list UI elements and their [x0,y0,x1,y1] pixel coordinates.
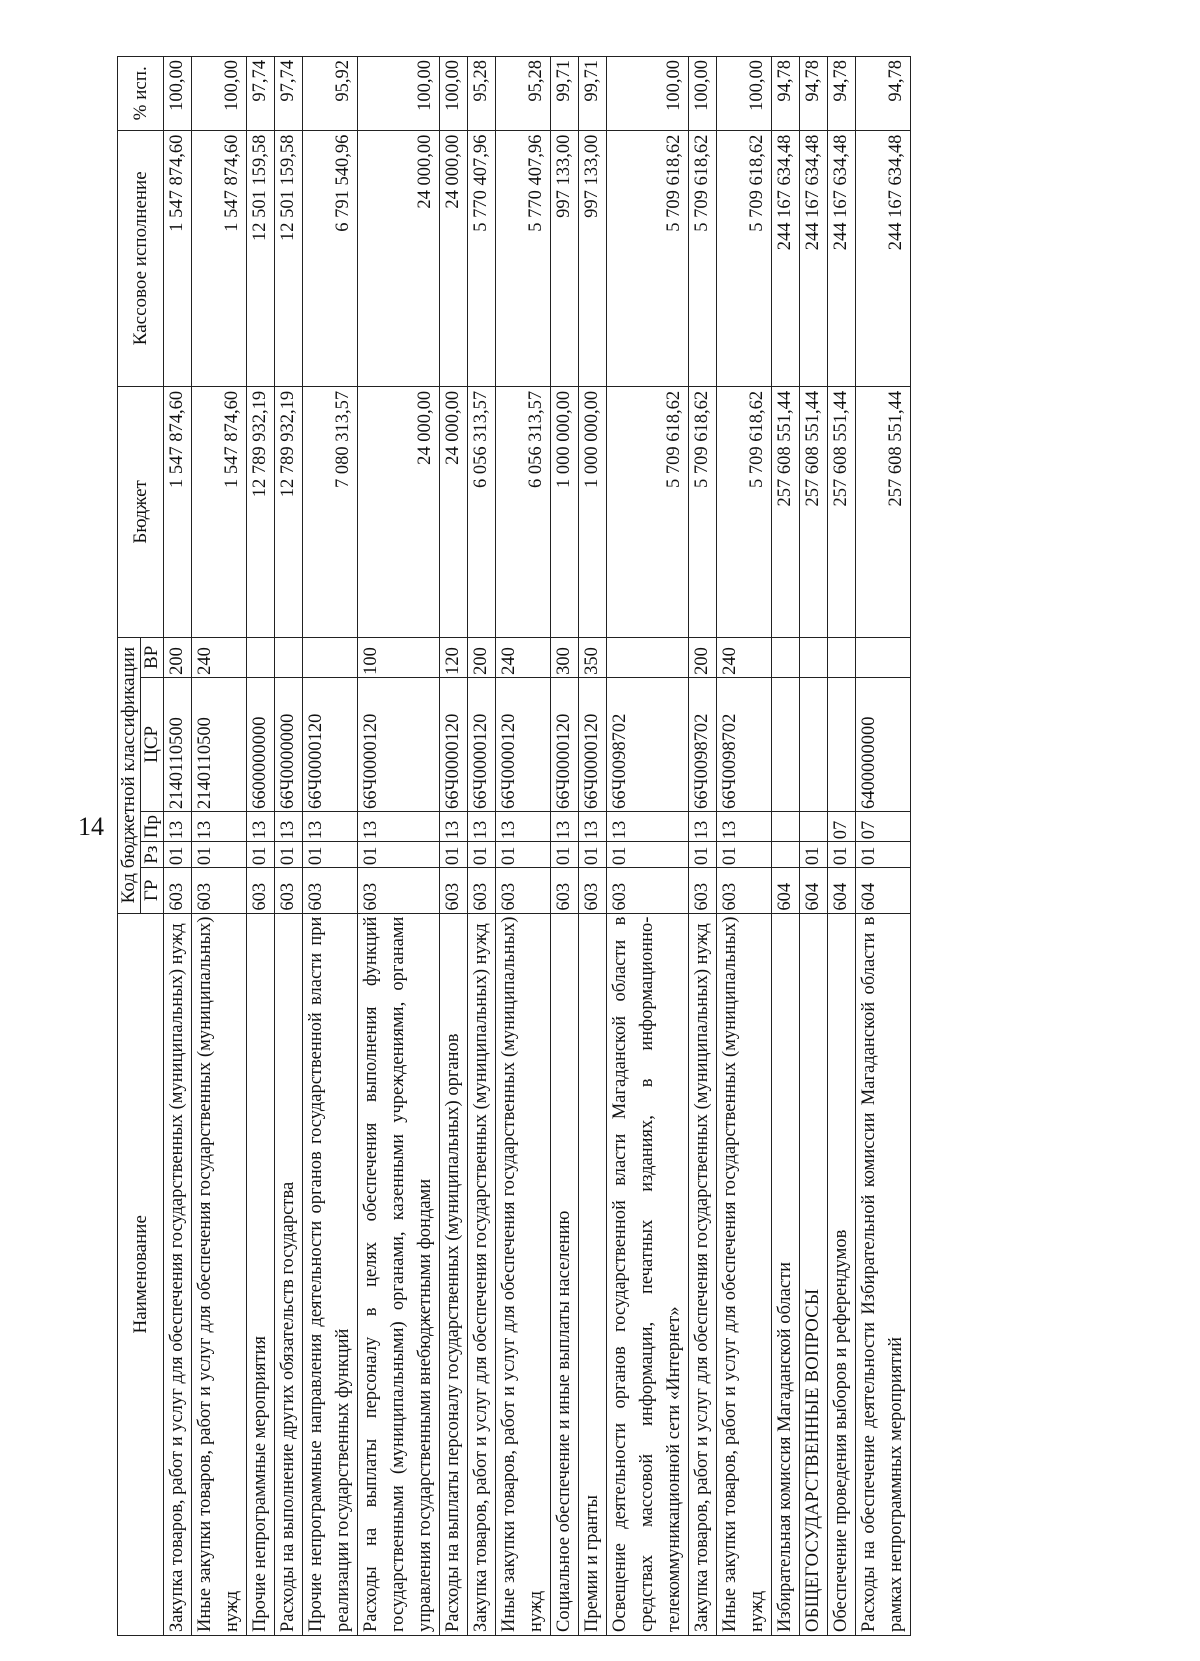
row-gr: 603 [468,868,496,913]
row-vr: 240 [717,637,772,677]
row-csr: 66Ч0000120 [440,677,468,811]
row-name: Иные закупки товаров, работ и услуг для обеспечения государственных (муниципальных) нужд [717,913,772,1635]
row-execution: 244 167 634,48 [800,130,828,386]
header-rz: Рз [141,842,164,868]
table-row [164,57,192,1636]
row-gr: 603 [607,868,689,913]
row-execution: 244 167 634,48 [828,130,856,386]
row-budget: 257 608 551,44 [828,386,856,637]
header-pr: Пр [141,811,164,841]
row-rz: 01 [579,842,607,868]
row-rz: 01 [275,842,303,868]
row-csr: 2140110500 [164,677,192,811]
row-rz: 01 [164,842,192,868]
row-gr: 603 [551,868,579,913]
row-execution: 5 770 407,96 [496,130,551,386]
row-budget: 24 000,00 [358,386,440,637]
row-pr: 13 [164,811,192,841]
row-pr: 13 [303,811,358,841]
table-row [192,57,247,1636]
page-number: 14 [78,812,104,841]
row-vr [607,637,689,677]
row-name: Закупка товаров, работ и услуг для обеспечения государственных (муниципальных) нужд [164,913,192,1635]
row-pr [772,811,800,841]
table-row [828,57,856,1636]
row-budget: 6 056 313,57 [496,386,551,637]
row-rz: 01 [496,842,551,868]
row-percent: 95,28 [468,57,496,131]
row-percent: 100,00 [440,57,468,131]
row-name: Освещение деятельности органов государственной власти Магаданской области в средствах массовой информации, печатных изданиях, в информационно-телекоммуникационной сети «Интернет» [607,913,689,1635]
table-row [496,57,551,1636]
header-vr: ВР [141,637,164,677]
budget-table [117,56,911,1636]
row-execution: 5 709 618,62 [717,130,772,386]
row-execution: 12 501 159,58 [275,130,303,386]
row-name: Расходы на выплаты персоналу государственных (муниципальных) органов [440,913,468,1635]
row-execution: 997 133,00 [579,130,607,386]
row-gr: 604 [800,868,828,913]
row-execution: 6 791 540,96 [303,130,358,386]
row-vr [800,637,828,677]
row-pr: 13 [551,811,579,841]
row-execution: 24 000,00 [440,130,468,386]
row-csr: 6400000000 [856,677,911,811]
header-percent: % исп. [118,57,164,131]
rotated-table-container [117,56,1137,1636]
row-budget: 6 056 313,57 [468,386,496,637]
row-pr: 13 [247,811,275,841]
row-csr: 6600000000 [247,677,275,811]
row-name: ОБЩЕГОСУДАРСТВЕННЫЕ ВОПРОСЫ [800,913,828,1635]
row-percent: 95,28 [496,57,551,131]
row-budget: 257 608 551,44 [800,386,828,637]
header-budget: Бюджет [118,386,164,637]
row-vr [772,637,800,677]
row-percent: 100,00 [164,57,192,131]
row-rz [772,842,800,868]
table-row [800,57,828,1636]
row-budget: 5 709 618,62 [689,386,717,637]
row-budget: 12 789 932,19 [247,386,275,637]
row-execution: 1 547 874,60 [192,130,247,386]
row-pr: 13 [579,811,607,841]
row-percent: 100,00 [192,57,247,131]
row-name: Расходы на обеспечение деятельности Избирательной комиссии Магаданской области в рамках непрограммных мероприятий [856,913,911,1635]
row-vr: 350 [579,637,607,677]
row-percent: 100,00 [689,57,717,131]
row-percent: 95,92 [303,57,358,131]
row-percent: 99,71 [551,57,579,131]
row-csr: 66Ч0098702 [717,677,772,811]
row-percent: 97,74 [247,57,275,131]
row-rz: 01 [689,842,717,868]
row-rz: 01 [828,842,856,868]
row-vr: 200 [468,637,496,677]
row-percent: 94,78 [828,57,856,131]
row-csr: 66Ч0000000 [275,677,303,811]
row-vr: 240 [192,637,247,677]
row-budget: 257 608 551,44 [856,386,911,637]
row-budget: 1 547 874,60 [192,386,247,637]
table-body [164,57,911,1636]
header-code-group: Код бюджетной классификации [118,637,141,913]
row-budget: 5 709 618,62 [717,386,772,637]
row-execution: 997 133,00 [551,130,579,386]
row-pr: 13 [689,811,717,841]
table-row [358,57,440,1636]
row-name: Расходы на выполнение других обязательств государства [275,913,303,1635]
row-gr: 603 [358,868,440,913]
row-pr: 13 [468,811,496,841]
table-row [468,57,496,1636]
row-execution: 5 709 618,62 [607,130,689,386]
row-csr: 66Ч0000120 [303,677,358,811]
row-rz: 01 [800,842,828,868]
header-execution: Кассовое исполнение [118,130,164,386]
row-vr [247,637,275,677]
row-name: Премии и гранты [579,913,607,1635]
table-row [772,57,800,1636]
row-name: Социальное обеспечение и иные выплаты населению [551,913,579,1635]
row-budget: 12 789 932,19 [275,386,303,637]
row-rz: 01 [856,842,911,868]
row-vr [275,637,303,677]
row-execution: 5 770 407,96 [468,130,496,386]
row-gr: 604 [828,868,856,913]
row-pr: 13 [607,811,689,841]
header-csr: ЦСР [141,677,164,811]
row-csr [772,677,800,811]
row-vr: 300 [551,637,579,677]
row-budget: 1 547 874,60 [164,386,192,637]
header-row-1 [118,57,141,1636]
table-row [579,57,607,1636]
row-gr: 603 [247,868,275,913]
table-row [607,57,689,1636]
row-execution: 24 000,00 [358,130,440,386]
row-csr: 66Ч0000120 [358,677,440,811]
row-gr: 603 [496,868,551,913]
row-budget: 5 709 618,62 [607,386,689,637]
row-pr: 13 [440,811,468,841]
row-gr: 604 [772,868,800,913]
header-gr: ГР [141,868,164,913]
row-execution: 12 501 159,58 [247,130,275,386]
row-csr [800,677,828,811]
row-budget: 1 000 000,00 [551,386,579,637]
row-vr: 200 [164,637,192,677]
row-budget: 7 080 313,57 [303,386,358,637]
row-percent: 97,74 [275,57,303,131]
row-gr: 603 [579,868,607,913]
row-gr: 603 [192,868,247,913]
row-csr: 2140110500 [192,677,247,811]
row-rz: 01 [717,842,772,868]
row-gr: 604 [856,868,911,913]
row-csr: 66Ч0000120 [579,677,607,811]
header-name: Наименование [118,913,164,1635]
row-rz: 01 [303,842,358,868]
row-pr: 13 [717,811,772,841]
row-budget: 257 608 551,44 [772,386,800,637]
row-gr: 603 [164,868,192,913]
row-rz: 01 [247,842,275,868]
row-vr: 240 [496,637,551,677]
row-gr: 603 [275,868,303,913]
row-rz: 01 [192,842,247,868]
table-row [440,57,468,1636]
row-percent: 100,00 [607,57,689,131]
row-name: Закупка товаров, работ и услуг для обеспечения государственных (муниципальных) нужд [468,913,496,1635]
row-rz: 01 [607,842,689,868]
row-gr: 603 [717,868,772,913]
table-row [689,57,717,1636]
row-pr: 13 [275,811,303,841]
row-execution: 244 167 634,48 [772,130,800,386]
row-rz: 01 [551,842,579,868]
row-rz: 01 [440,842,468,868]
row-name: Избирательная комиссия Магаданской области [772,913,800,1635]
row-name: Иные закупки товаров, работ и услуг для обеспечения государственных (муниципальных) нужд [496,913,551,1635]
table-row [247,57,275,1636]
row-csr [828,677,856,811]
row-percent: 94,78 [800,57,828,131]
table-row [551,57,579,1636]
table-row [856,57,911,1636]
row-csr: 66Ч0000120 [496,677,551,811]
row-pr: 13 [358,811,440,841]
row-csr: 66Ч0000120 [468,677,496,811]
row-vr [828,637,856,677]
row-pr: 13 [192,811,247,841]
row-pr: 07 [856,811,911,841]
row-vr: 120 [440,637,468,677]
row-vr: 200 [689,637,717,677]
table-row [717,57,772,1636]
table-row [303,57,358,1636]
row-vr [303,637,358,677]
row-execution: 1 547 874,60 [164,130,192,386]
row-name: Обеспечение проведения выборов и референдумов [828,913,856,1635]
row-name: Прочие непрограммные мероприятия [247,913,275,1635]
row-percent: 100,00 [358,57,440,131]
row-gr: 603 [440,868,468,913]
row-budget: 1 000 000,00 [579,386,607,637]
row-name: Расходы на выплаты персоналу в целях обеспечения выполнения функций государственными (муниципальными) органами, казенными учреждениями, органами управления государственными внебюджетными фондами [358,913,440,1635]
row-csr: 66Ч0000120 [551,677,579,811]
row-csr: 66Ч0098702 [607,677,689,811]
row-vr [856,637,911,677]
row-execution: 5 709 618,62 [689,130,717,386]
row-rz: 01 [358,842,440,868]
row-gr: 603 [689,868,717,913]
row-execution: 244 167 634,48 [856,130,911,386]
row-rz: 01 [468,842,496,868]
row-name: Иные закупки товаров, работ и услуг для обеспечения государственных (муниципальных) нужд [192,913,247,1635]
row-budget: 24 000,00 [440,386,468,637]
row-pr: 13 [496,811,551,841]
row-percent: 99,71 [579,57,607,131]
row-name: Прочие непрограммные направления деятельности органов государственной власти при реализации государственных функций [303,913,358,1635]
table-row [275,57,303,1636]
row-name: Закупка товаров, работ и услуг для обеспечения государственных (муниципальных) нужд [689,913,717,1635]
row-vr: 100 [358,637,440,677]
row-pr: 07 [828,811,856,841]
row-gr: 603 [303,868,358,913]
row-pr [800,811,828,841]
row-percent: 94,78 [856,57,911,131]
row-percent: 94,78 [772,57,800,131]
row-csr: 66Ч0098702 [689,677,717,811]
row-percent: 100,00 [717,57,772,131]
